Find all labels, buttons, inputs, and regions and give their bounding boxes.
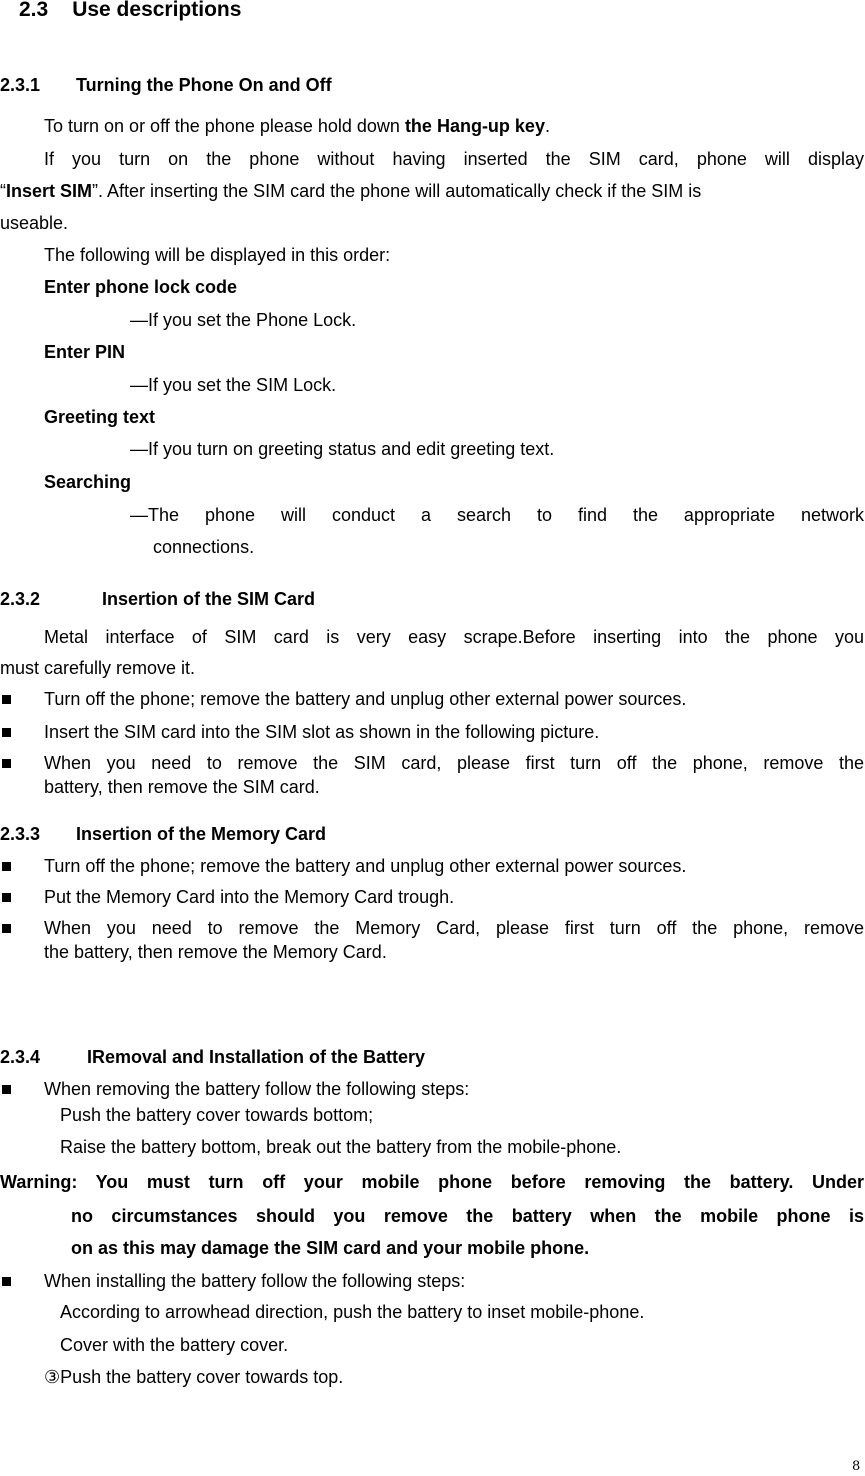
paragraph-metal-interface-line-1: Metal interface of SIM card is very easy scrape.Before inserting into the phone you [44,627,864,647]
paragraph-insert-sim-line-1: If you turn on the phone without having inserted the SIM card, phone will display [44,149,864,169]
bullet-square-icon [2,924,11,933]
install-step: According to arrowhead direction, push the battery to inset mobile-phone. [60,1302,645,1322]
section-title: Use descriptions [72,0,242,21]
subsection-title: Insertion of the SIM Card [102,589,316,609]
bullet-text-removing: When removing the battery follow the following steps: [44,1079,470,1099]
item-desc-searching-line-1: —The phone will conduct a search to find the appropriate network [130,505,864,525]
text: ”. After inserting the SIM card the phone will automatically check if the SIM is [92,181,702,201]
insert-sim-text: Insert SIM [6,181,93,201]
install-step: Cover with the battery cover. [60,1335,289,1355]
item-desc-pin: —If you set the SIM Lock. [130,375,337,395]
text: To turn on or off the phone please hold down [44,116,405,136]
item-desc-searching-line-2: connections. [153,537,255,557]
removal-step: Raise the battery bottom, break out the battery from the mobile-phone. [60,1137,622,1157]
bullet-text-continued: battery, then remove the SIM card. [44,777,320,797]
bullet-text-continued: the battery, then remove the Memory Card. [44,942,387,962]
section-heading [19,0,241,22]
subsection-number: 2.3.2 [0,589,41,609]
paragraph-insert-sim-line-2 [0,180,864,202]
subsection-heading-2-3-3 [0,824,326,845]
install-step: ③Push the battery cover towards top. [44,1367,344,1387]
paragraph-insert-sim-line-3: useable. [0,213,69,233]
subsection-title: Turning the Phone On and Off [76,75,332,95]
subsection-heading-2-3-4 [0,1047,425,1068]
warning-line-3: on as this may damage the SIM card and your mobile phone. [71,1238,590,1258]
subsection-heading-2-3-1 [0,75,332,96]
warning-line-2: no circumstances should you remove the battery when the mobile phone is [71,1206,864,1226]
bullet-square-icon [2,862,11,871]
paragraph-hangup [44,115,550,137]
text: “ [0,181,6,201]
warning-line-1: Warning: You must turn off your mobile phone before removing the battery. Under [0,1172,864,1192]
text: . [544,116,550,136]
item-desc-greeting: —If you turn on greeting status and edit greeting text. [130,439,555,459]
item-label-searching: Searching [44,472,132,492]
subsection-number: 2.3.4 [0,1047,41,1067]
bullet-text: Turn off the phone; remove the battery and unplug other external power sources. [44,856,687,876]
bullet-square-icon [2,759,11,768]
bullet-text: When you need to remove the SIM card, please first turn off the phone, remove the [44,753,864,773]
subsection-heading-2-3-2 [0,589,315,610]
bullet-text: Insert the SIM card into the SIM slot as shown in the following picture. [44,722,600,742]
item-label-phone-lock: Enter phone lock code [44,277,238,297]
subsection-title: Insertion of the Memory Card [76,824,327,844]
item-label-greeting: Greeting text [44,407,156,427]
bullet-square-icon [2,695,11,704]
paragraph-metal-interface-line-2: must carefully remove it. [0,658,196,678]
bullet-square-icon [2,1277,11,1286]
page-number: 8 [852,1459,861,1474]
item-label-pin: Enter PIN [44,342,126,362]
bullet-square-icon [2,893,11,902]
subsection-number: 2.3.3 [0,824,41,844]
bullet-text: Turn off the phone; remove the battery and unplug other external power sources. [44,689,687,709]
bullet-text: Put the Memory Card into the Memory Card trough. [44,887,455,907]
subsection-number: 2.3.1 [0,75,41,95]
subsection-title: IRemoval and Installation of the Battery [87,1047,426,1067]
hangup-key-text: the Hang-up key [404,116,545,136]
bullet-text: When you need to remove the Memory Card, please first turn off the phone, remove [44,918,864,938]
removal-step: Push the battery cover towards bottom; [60,1105,374,1125]
paragraph-display-order: The following will be displayed in this order: [44,245,391,265]
section-number: 2.3 [19,0,49,21]
bullet-square-icon [2,1085,11,1094]
item-desc-phone-lock: —If you set the Phone Lock. [130,310,357,330]
bullet-square-icon [2,728,11,737]
bullet-text-installing: When installing the battery follow the following steps: [44,1271,466,1291]
